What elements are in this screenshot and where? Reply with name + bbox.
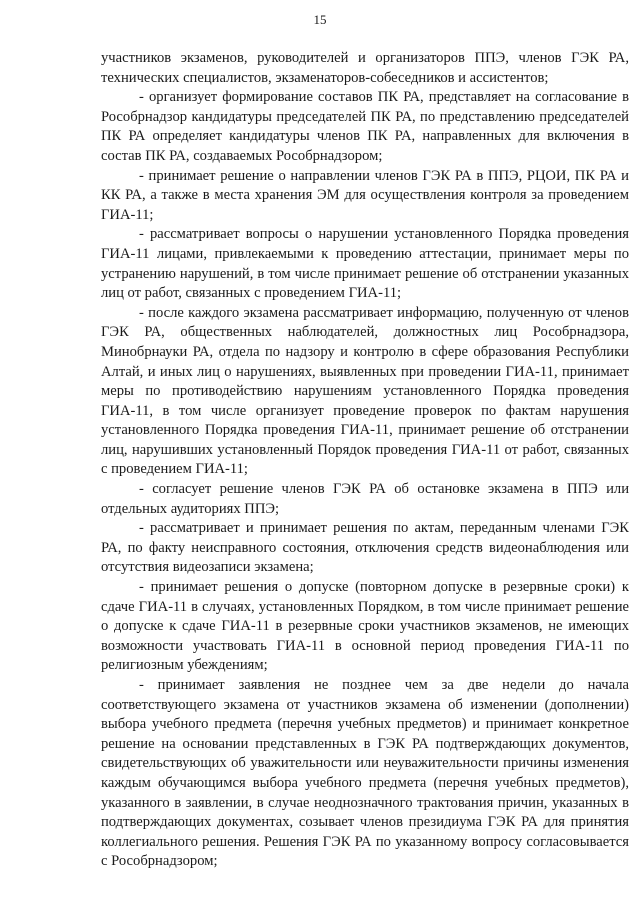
paragraph: - принимает заявления не позднее чем за две недели до начала соответствующего экзамена от участников экзамена об изменении (дополнении) выбора учебного предмета (перечня учебных предметов) и принимает конкретное решение на основании представленных в ГЭК РА подтверждающих документов, свидетельствующих об уважительности или неуважительности причины изменения каждым обучающимся выбора учебного предмета (перечня учебных предметов), указанного в заявлении, в случае неоднозначного трактования причин, указанных в подтверждающих документах, созывает членов президиума ГЭК РА для принятия коллегиального решения. Решения ГЭК РА по указанному вопросу согласовывается с Рособрнадзором; bbox=[101, 677, 629, 870]
document-body bbox=[101, 49, 629, 872]
paragraph: - после каждого экзамена рассматривает информацию, полученную от членов ГЭК РА, общественных наблюдателей, должностных лиц Рособрнадзора, Минобрнауки РА, отдела по надзору и контролю в сфере образования Республики Алтай, и иных лиц о нарушениях, выявленных при проведении ГИА-11, принимает меры по противодействию нарушениям установленного Порядка проведения ГИА-11, в том числе организует проведение проверок по фактам нарушения установленного Порядка проведения ГИА-11, принимает решение об отстранении лиц, нарушивших установленный Порядок проведения ГИА-11 от работ, связанных с проведением ГИА-11; bbox=[101, 304, 629, 478]
paragraph: - рассматривает и принимает решения по актам, переданным членами ГЭК РА, по факту неисправного состояния, отключения средств видеонаблюдения или отсутствия видеозаписи экзамена; bbox=[101, 520, 629, 576]
paragraph: - организует формирование составов ПК РА, представляет на согласование в Рособрнадзор кандидатуры председателей ПК РА, по представлению председателей ПК РА определяет кандидатуры членов ПК РА, направленных для включения в состав ПК РА, создаваемых Рособрнадзором; bbox=[101, 89, 629, 164]
paragraph: - рассматривает вопросы о нарушении установленного Порядка проведения ГИА-11 лицами, привлекаемыми к проведению аттестации, принимает меры по устранению нарушений, в том числе принимает решение об отстранении указанных лиц от работ, связанных с проведением ГИА-11; bbox=[101, 226, 629, 302]
paragraph: участников экзаменов, руководителей и организаторов ППЭ, членов ГЭК РА, технических специалистов, экзаменаторов-собеседников и ассистентов; bbox=[101, 50, 629, 86]
paragraph: - принимает решения о допуске (повторном допуске в резервные сроки) к сдаче ГИА-11 в случаях, установленных Порядком, в том числе принимает решение о допуске к сдаче ГИА-11 в резервные сроки участников экзаменов, не имеющих возможности участвовать ГИА-11 в основной период проведения ГИА-11 по религиозным убеждениям; bbox=[101, 579, 629, 674]
paragraph: - согласует решение членов ГЭК РА об остановке экзамена в ППЭ или отдельных аудиториях ППЭ; bbox=[101, 481, 629, 517]
page-number: 15 bbox=[313, 12, 327, 27]
paragraph: - принимает решение о направлении членов ГЭК РА в ППЭ, РЦОИ, ПК РА и КК РА, а также в места хранения ЭМ для осуществления контроля за проведением ГИА-11; bbox=[101, 167, 629, 223]
